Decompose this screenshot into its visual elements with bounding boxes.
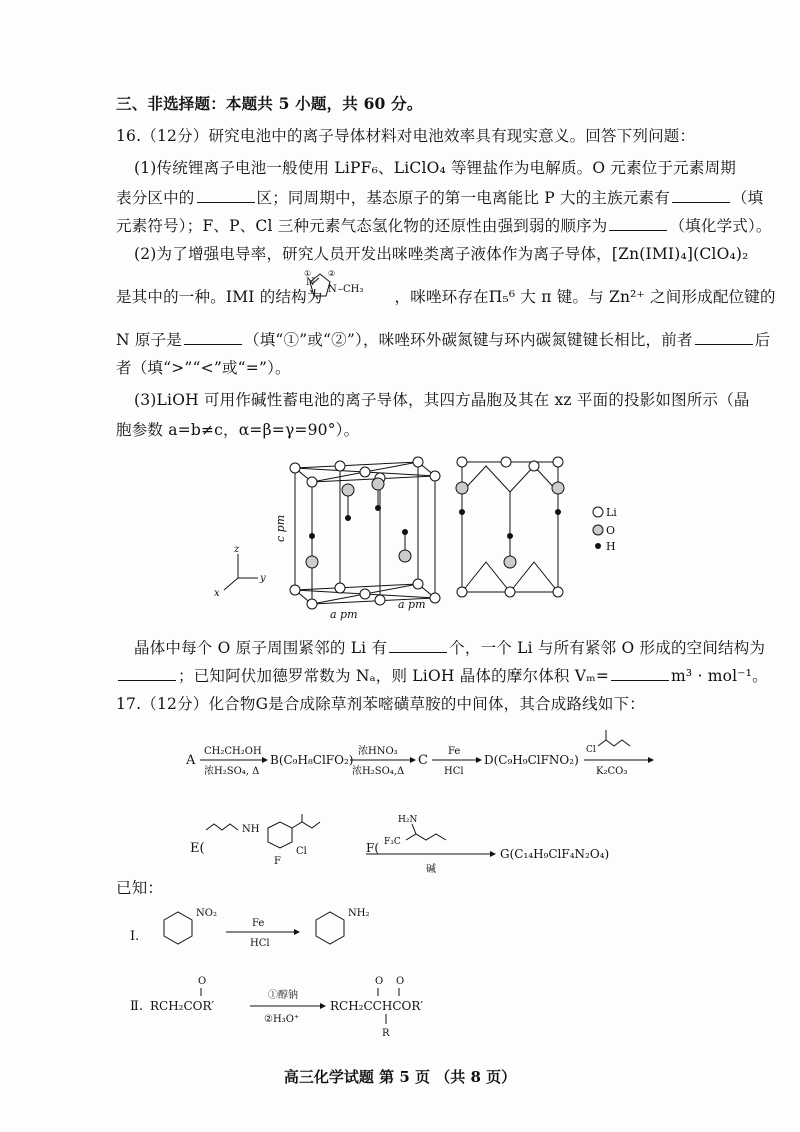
e-cl: Cl <box>296 846 307 857</box>
benzene-ring <box>164 912 192 944</box>
li-atom <box>290 585 300 595</box>
axes-icon <box>224 554 258 590</box>
q16-p2-line3-c: 后 <box>754 331 771 349</box>
q16-p3-line1: (3)LiOH 可用作碱性蓄电池的离子导体，其四方晶胞及其在 xz 平面的投影如图所示（晶 <box>134 391 750 409</box>
q16-p3-line4 <box>116 664 768 686</box>
o-atom <box>399 550 411 562</box>
known-reaction-2 <box>130 972 470 1042</box>
reagent-1-bottom: 浓H₂SO₄, Δ <box>204 766 260 777</box>
q16-p2-line4: 者（填“>”“<”或“=”）。 <box>116 359 291 377</box>
legend <box>593 506 617 553</box>
q16-p3-line3-a: 晶体中每个 O 原子周围紧邻的 Li 有 <box>134 639 388 657</box>
legend-li: Li <box>606 506 617 519</box>
li-atom <box>457 457 467 467</box>
li-atom <box>430 471 440 481</box>
h-atom <box>507 533 513 539</box>
blank-6 <box>389 638 447 653</box>
reagent-4-bottom: K₂CO₃ <box>596 766 628 777</box>
q16-p2-line3-b: （填“①”或“②”），咪唑环外碳氮键与环内碳氮键键长相比，前者 <box>244 331 693 349</box>
xz-projection <box>462 462 558 592</box>
reagent-3-bottom: HCl <box>444 766 464 777</box>
e-f: F <box>274 856 281 867</box>
o-atom <box>306 556 318 568</box>
blank-3 <box>609 216 667 231</box>
li-atom <box>335 583 345 593</box>
reagent-2-bottom: 浓H₂SO₄,Δ <box>352 766 405 777</box>
page-footer: 高三化学试题 第 5 页 （共 8 页） <box>283 1068 517 1086</box>
li-atom <box>553 587 563 597</box>
n2-atom: N <box>328 284 337 295</box>
a-dimension-label-2: a pm <box>398 598 426 611</box>
compound-d: D(C₉H₉ClFNO₂) <box>484 753 579 767</box>
q16-p3-line3-b: 个，一个 Li 与所有紧邻 O 形成的空间结构为 <box>449 639 766 657</box>
li-atom <box>457 587 467 597</box>
li-atom <box>307 477 317 487</box>
e-prefix: E( <box>190 841 205 856</box>
known1-bottom: HCl <box>250 938 270 949</box>
o-atom <box>456 482 468 494</box>
known2-reactant: RCH₂COR′ <box>150 999 215 1013</box>
known2-top: ①醇钠 <box>268 990 298 1001</box>
compound-e-structure <box>206 814 320 848</box>
known1-nh2: NH₂ <box>348 908 370 919</box>
q16-p1-line2-a: 表分区中的 <box>116 189 195 207</box>
n1-atom: N <box>306 277 315 288</box>
known1-label: Ⅰ. <box>130 929 140 944</box>
li-atom <box>335 461 345 471</box>
f-prefix: F( <box>366 841 380 855</box>
f-h2n: H₂N <box>398 815 418 825</box>
q16-p2-line2-a: 是其中的一种。IMI 的结构为 <box>116 288 323 306</box>
blank-4 <box>184 330 242 345</box>
compound-c: C <box>418 753 428 768</box>
benzene-ring <box>316 912 344 944</box>
synthesis-route-2 <box>190 808 640 878</box>
blank-5 <box>695 330 753 345</box>
known2-o3: O <box>396 976 405 987</box>
h-atom <box>375 505 381 511</box>
known2-r: R <box>382 1028 390 1039</box>
q16-p2-line1: (2)为了增强电导率，研究人员开发出咪唑类离子液体作为离子导体，[Zn(IMI)₄](ClO₄)₂ <box>134 245 749 263</box>
q16-p1-line3-a: 元素符号）；F、P、Cl 三种元素气态氢化物的还原性由强到弱的顺序为 <box>116 217 608 235</box>
h-atom <box>402 529 408 535</box>
axis-y: y <box>260 573 266 584</box>
blank-1 <box>197 188 255 203</box>
h-atom <box>555 509 561 515</box>
synthesis-route-1 <box>186 722 656 792</box>
lioh-crystal-figure <box>200 450 640 620</box>
reagent-3-top: Fe <box>448 746 461 757</box>
legend-h: H <box>606 540 616 553</box>
li-atom <box>375 595 385 605</box>
q16-p1-line2-c: （填 <box>731 189 764 207</box>
reagent-2-top: 浓HNO₃ <box>358 746 398 757</box>
q16-p1-line3-b: （填化学式）。 <box>669 217 772 235</box>
li-atom <box>307 599 317 609</box>
q16-p1-line3 <box>116 214 772 236</box>
axis-z: z <box>234 544 240 555</box>
h-atom <box>345 515 351 521</box>
known1-top: Fe <box>252 918 265 929</box>
q17-intro: 17.（12分）化合物G是合成除草剂苯嘧磺草胺的中间体，其合成路线如下： <box>116 695 645 713</box>
o-atom <box>372 478 384 490</box>
li-atom <box>505 587 515 597</box>
o-atom <box>504 556 516 568</box>
q16-p2-line3 <box>116 328 770 350</box>
f-f3c: F₃C <box>384 837 401 847</box>
known2-label: Ⅱ. <box>130 999 143 1014</box>
legend-o: O <box>606 524 616 537</box>
imi-structure <box>298 268 378 308</box>
known1-no2: NO₂ <box>196 908 217 919</box>
compound-b: B(C₉H₈ClFO₂) <box>270 753 354 767</box>
label-1: ① <box>304 269 312 278</box>
q16-p1-line1: (1)传统锂离子电池一般使用 LiPF₆、LiClO₄ 等锂盐作为电解质。O 元素位于元素周期 <box>134 159 736 177</box>
c-dimension-label: c pm <box>274 514 287 542</box>
o-atom <box>342 484 354 496</box>
li-atom <box>413 457 423 467</box>
q16-p3-line3 <box>134 636 765 658</box>
known-reaction-1 <box>130 906 430 958</box>
e-nh: NH <box>242 824 260 835</box>
li-atom <box>430 593 440 603</box>
li-atom <box>413 579 423 589</box>
q16-p3-line4-a: ；已知阿伏加德罗常数为 Nₐ，则 LiOH 晶体的摩尔体积 Vₘ= <box>178 667 610 685</box>
q16-p3-line4-b: m³ · mol⁻¹。 <box>671 667 768 685</box>
li-atom <box>553 457 563 467</box>
h-atom <box>309 533 315 539</box>
li-atom <box>290 463 300 473</box>
li-atom <box>360 589 370 599</box>
q16-p2-line2 <box>116 285 776 307</box>
base-reagent: 碱 <box>426 864 436 875</box>
known2-o2: O <box>375 976 384 987</box>
known2-o1: O <box>198 976 207 987</box>
axis-x: x <box>214 588 220 599</box>
ethyl-chloroformate <box>598 730 630 746</box>
blank-8 <box>611 666 669 681</box>
known2-product: RCH₂CCHCOR′ <box>330 999 424 1013</box>
a-dimension-label-1: a pm <box>330 608 358 621</box>
known-label: 已知： <box>116 879 164 897</box>
compound-a: A <box>186 753 196 768</box>
li-atom <box>360 467 370 477</box>
li-atom <box>501 457 511 467</box>
blank-7 <box>118 666 176 681</box>
section-header: 三、非选择题：本题共 5 小题，共 60 分。 <box>116 94 423 113</box>
q16-p3-line2: 胞参数 a=b≠c，α=β=γ=90°）。 <box>116 421 360 439</box>
compound-g: G(C₁₄H₉ClF₄N₂O₄) <box>500 847 610 861</box>
q16-p1-line2 <box>116 186 763 208</box>
known2-bottom: ②H₃O⁺ <box>264 1014 300 1025</box>
label-2: ② <box>328 269 336 278</box>
q16-intro: 16.（12分）研究电池中的离子导体材料对电池效率具有现实意义。回答下列问题： <box>116 127 696 145</box>
reagent-4-cl: Cl <box>586 745 596 755</box>
q16-p2-line3-a: N 原子是 <box>116 331 182 349</box>
blank-2 <box>672 188 730 203</box>
q16-p1-line2-b: 区；同周期中，基态原子的第一电离能比 P 大的主族元素有 <box>256 189 670 207</box>
ch3-group: –CH₃ <box>338 284 364 295</box>
compound-f-structure <box>406 824 446 840</box>
li-atom <box>529 461 539 471</box>
o-atom <box>552 482 564 494</box>
reagent-1-top: CH₂CH₂OH <box>204 746 262 757</box>
q16-p2-line2-b: ，咪唑环存在Π₅⁶ 大 π 键。与 Zn²⁺ 之间形成配位键的 <box>394 288 776 306</box>
h-atom <box>459 509 465 515</box>
